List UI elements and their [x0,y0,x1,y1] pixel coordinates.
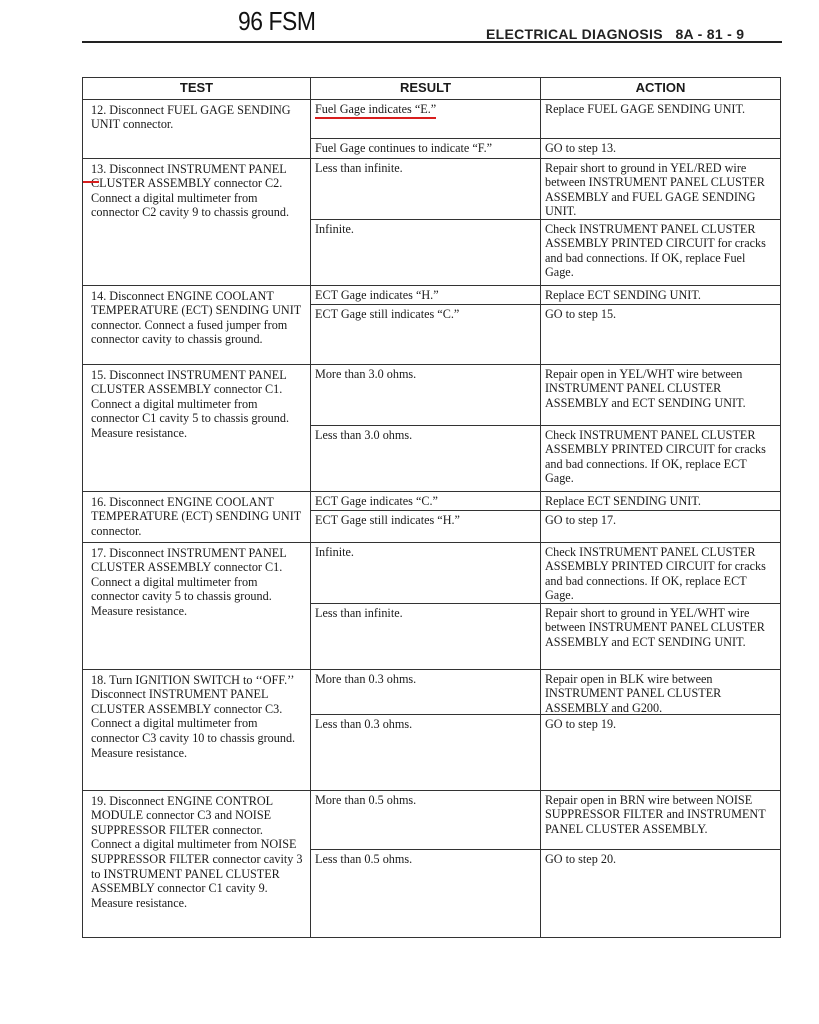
action-text: Repair open in YEL/WHT wire between INSTRUMENT PANEL CLUSTER ASSEMBLY and ECT SENDING UNIT. [545,366,746,410]
result-text: Fuel Gage indicates “E.” [315,101,437,116]
section-title: ELECTRICAL DIAGNOSIS [486,26,663,42]
action-cell [541,790,781,937]
test-cell [83,99,311,158]
step-number: 13. [91,161,107,176]
result-cell [311,790,541,937]
red-markup-dash [83,181,99,183]
page-number: 8A - 81 - 9 [675,26,745,42]
result-text: Infinite. [315,544,354,559]
result-cell [311,542,541,669]
result-text: Less than infinite. [311,603,540,621]
result-text: Infinite. [311,219,540,237]
result-cell [311,158,541,285]
test-text: Disconnect INSTRUMENT PANEL CLUSTER ASSEMBLY connector C2. Connect a digital multimeter from connector C2 cavity 9 to chassis ground. [91,161,290,220]
table-row [83,158,781,285]
result-cell [311,364,541,491]
test-cell [83,285,311,364]
test-text: Disconnect ENGINE COOLANT TEMPERATURE (ECT) SENDING UNIT connector. [91,494,301,538]
action-cell [541,99,781,158]
step-number: 19. [91,793,107,808]
header-rule [82,41,782,43]
action-text: GO to step 20. [541,849,780,867]
test-text: Turn IGNITION SWITCH to ‘‘OFF.’’ Disconnect INSTRUMENT PANEL CLUSTER ASSEMBLY connector C3. Connect a digital multimeter from connector C3 cavity 10 to chassis ground. Measure resistance. [91,672,296,760]
test-text: Disconnect ENGINE COOLANT TEMPERATURE (ECT) SENDING UNIT connector. Connect a fused jumper from connector cavity to chassis ground. [91,288,301,347]
test-cell [83,542,311,669]
action-text: GO to step 15. [541,304,780,322]
result-cell [311,99,541,158]
action-text: Replace ECT SENDING UNIT. [545,287,701,302]
table-header-row [83,78,781,100]
test-text: Disconnect FUEL GAGE SENDING UNIT connector. [91,102,291,132]
result-text: ECT Gage indicates “C.” [315,493,438,508]
red-markup-underline [315,102,436,119]
table-row [83,285,781,364]
header-result: RESULT [311,78,541,100]
action-cell [541,364,781,491]
test-text: Disconnect INSTRUMENT PANEL CLUSTER ASSEMBLY connector C1. Connect a digital multimeter from connector C1 cavity 5 to chassis ground. Measure resistance. [91,367,290,440]
result-text: Less than infinite. [315,160,403,175]
result-text: Less than 3.0 ohms. [311,425,540,443]
action-text: Repair short to ground in YEL/RED wire between INSTRUMENT PANEL CLUSTER ASSEMBLY and FUEL GAGE SENDING UNIT. [545,160,765,219]
test-cell [83,669,311,790]
result-text: Less than 0.5 ohms. [311,849,540,867]
action-text: GO to step 13. [541,138,780,156]
action-cell [541,542,781,669]
test-cell [83,790,311,937]
result-text: ECT Gage still indicates “H.” [311,510,540,528]
page-header [486,26,744,42]
handwritten-annotation: 96 FSM [238,6,316,36]
diagnosis-table [82,77,781,938]
table-row [83,99,781,158]
test-text: Disconnect ENGINE CONTROL MODULE connector C3 and NOISE SUPPRESSOR FILTER connector. Connect a digital multimeter from NOISE SUPPRESSOR FILTER connector cavity 3 to INSTRUMENT PANEL CLUSTER ASSEMBLY connector C1 cavity 9. Measure resistance. [91,793,303,910]
result-cell [311,669,541,790]
result-text: More than 3.0 ohms. [315,366,417,381]
test-cell [83,364,311,491]
result-text: More than 0.5 ohms. [315,792,417,807]
step-number: 16. [91,494,107,509]
result-text: ECT Gage indicates “H.” [315,287,439,302]
table-row [83,491,781,542]
action-text: Replace FUEL GAGE SENDING UNIT. [545,101,746,116]
result-cell [311,285,541,364]
result-cell [311,491,541,542]
action-cell [541,158,781,285]
action-text: Check INSTRUMENT PANEL CLUSTER ASSEMBLY PRINTED CIRCUIT for cracks and bad connections. If OK, replace ECT Gage. [545,544,766,603]
action-cell [541,491,781,542]
action-text: Check INSTRUMENT PANEL CLUSTER ASSEMBLY PRINTED CIRCUIT for cracks and bad connections. If OK, replace ECT Gage. [541,425,780,486]
action-text: Check INSTRUMENT PANEL CLUSTER ASSEMBLY PRINTED CIRCUIT for cracks and bad connections. If OK, replace Fuel Gage. [541,219,780,280]
test-cell [83,158,311,285]
table-row [83,364,781,491]
table-row [83,542,781,669]
header-test: TEST [83,78,311,100]
action-cell [541,669,781,790]
result-text: ECT Gage still indicates “C.” [311,304,540,322]
test-text: Disconnect INSTRUMENT PANEL CLUSTER ASSEMBLY connector C1. Connect a digital multimeter from connector cavity 5 to chassis ground. Measure resistance. [91,545,287,618]
header-action: ACTION [541,78,781,100]
result-text: Less than 0.3 ohms. [311,714,540,732]
step-number: 17. [91,545,107,560]
action-text: GO to step 17. [541,510,780,528]
test-cell [83,491,311,542]
action-text: Repair open in BLK wire between INSTRUMENT PANEL CLUSTER ASSEMBLY and G200. [545,671,722,715]
action-cell [541,285,781,364]
table-row [83,790,781,937]
step-number: 15. [91,367,107,382]
action-text: Repair open in BRN wire between NOISE SUPPRESSOR FILTER and INSTRUMENT PANEL CLUSTER ASSEMBLY. [545,792,766,836]
table-row [83,669,781,790]
step-number: 14. [91,288,107,303]
step-number: 12. [91,102,107,117]
action-text: Repair short to ground in YEL/WHT wire between INSTRUMENT PANEL CLUSTER ASSEMBLY and ECT SENDING UNIT. [541,603,780,650]
result-text: More than 0.3 ohms. [315,671,417,686]
action-text: GO to step 19. [541,714,780,732]
result-text: Fuel Gage continues to indicate “F.” [311,138,540,156]
action-text: Replace ECT SENDING UNIT. [545,493,701,508]
step-number: 18. [91,672,107,687]
